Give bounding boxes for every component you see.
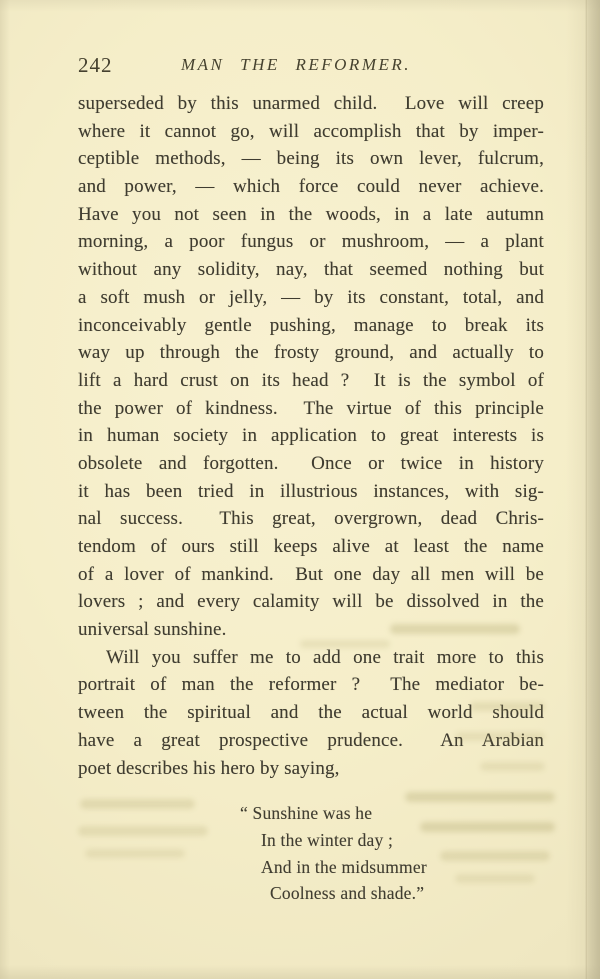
running-header bbox=[78, 53, 544, 81]
text-line: tween the spiritual and the actual world should bbox=[78, 702, 544, 724]
text-line: morning, a poor fungus or mushroom, — a plant bbox=[78, 231, 544, 253]
bleed-through-mark bbox=[80, 799, 195, 809]
bleed-through-mark bbox=[405, 792, 555, 802]
text-line: ceptible methods, — being its own lever, fulcrum, bbox=[78, 148, 544, 170]
text-line: portrait of man the reformer ? The mediator be- bbox=[78, 674, 544, 696]
bleed-through-mark bbox=[78, 826, 208, 836]
text-line: the power of kindness. The virtue of this principle bbox=[78, 397, 544, 419]
poem-line: Coolness and shade.” bbox=[270, 883, 425, 904]
text-line: in human society in application to great interests is bbox=[78, 425, 544, 447]
running-title: MAN THE REFORMER. bbox=[181, 55, 411, 74]
text-line: and power, — which force could never achieve. bbox=[78, 176, 544, 198]
text-line: lift a hard crust on its head ? It is the symbol of bbox=[78, 369, 544, 391]
text-line: lovers ; and every calamity will be dissolved in the bbox=[78, 591, 544, 613]
text-line: way up through the frosty ground, and actually to bbox=[78, 342, 544, 364]
text-line: nal success. This great, overgrown, dead Chris- bbox=[78, 508, 544, 530]
page-edge-shadow bbox=[588, 0, 600, 979]
text-line: Will you suffer me to add one trait more to this bbox=[106, 646, 544, 668]
text-line: superseded by this unarmed child. Love will creep bbox=[78, 93, 544, 114]
text-line: of a lover of mankind. But one day all men will be bbox=[78, 563, 544, 585]
poem-line: In the winter day ; bbox=[261, 829, 394, 850]
text-line: Have you not seen in the woods, in a late autumn bbox=[78, 203, 544, 225]
text-line: universal sunshine. bbox=[78, 619, 227, 641]
text-line: obsolete and forgotten. Once or twice in history bbox=[78, 452, 544, 474]
page-edge-crease bbox=[585, 0, 588, 979]
text-line: inconceivably gentle pushing, manage to break its bbox=[78, 314, 544, 336]
text-line: without any solidity, nay, that seemed nothing but bbox=[78, 259, 544, 281]
poem-line: “ Sunshine was he bbox=[240, 803, 373, 823]
bleed-through-mark bbox=[420, 822, 555, 832]
poem-line: And in the midsummer bbox=[261, 856, 427, 877]
text-line: a soft mush or jelly, — by its constant, total, and bbox=[78, 286, 544, 308]
text-line: tendom of ours still keeps alive at least the name bbox=[78, 536, 544, 557]
bleed-through-mark bbox=[455, 874, 535, 883]
text-line: where it cannot go, will accomplish that by imper- bbox=[78, 120, 544, 142]
text-line: poet describes his hero by saying, bbox=[78, 757, 340, 779]
bleed-through-mark bbox=[85, 849, 185, 858]
poem-quote bbox=[240, 800, 427, 907]
text-line: have a great prospective prudence. An Arabian bbox=[78, 729, 544, 751]
bleed-through-mark bbox=[440, 851, 550, 861]
body-text bbox=[78, 90, 544, 782]
text-line: it has been tried in illustrious instances, with sig- bbox=[78, 480, 544, 502]
page-number: 242 bbox=[78, 53, 113, 77]
